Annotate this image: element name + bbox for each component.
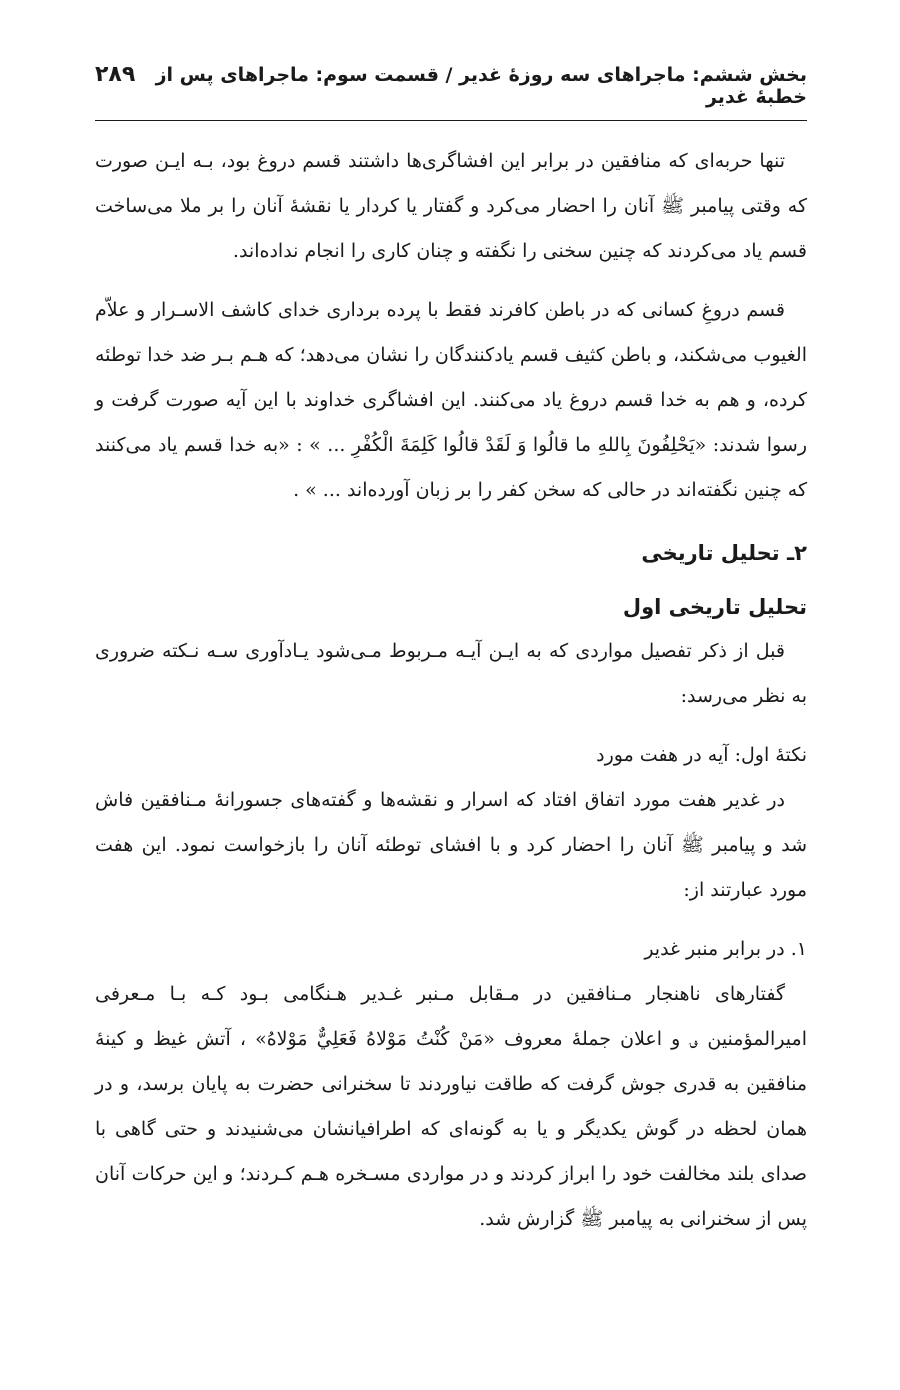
page-body [95,139,807,1242]
paragraph-divine-exposure: قسم دروغِ کسانی که در باطن کافرند فقط با پرده برداری خدای کاشف الاسـرار و علاّم الغیوب می‌شکند، و باطن کثیف قسم یادکنندگان را نشان می‌دهد؛ که هـم بـر ضد خدا توطئه کرده، و هم به خدا قسم دروغ یاد می‌کنند. این افشاگری خداوند با این آیه صورت گرفت و رسوا شدند: «يَحْلِفُونَ بِاللهِ ما قالُوا وَ لَقَدْ قالُوا كَلِمَةَ الْكُفْرِ ... » : «به خدا قسم یاد می‌کنند که چنین نگفته‌اند در حالی که سخن کفر را بر زبان آورده‌اند ... » . [95,299,807,501]
paragraph-seven-cases: در غدیر هفت مورد اتفاق افتاد که اسرار و نقشه‌ها و گفته‌های جسورانهٔ مـنافقین فاش شد و پیامبر ﷺ آنان را احضار کرد و با افشای توطئه آنان را بازخواست نمود. این هفت مورد عبارتند از: [95,789,807,901]
paragraph-intro-three-points: قبل از ذکر تفصیل مواردی که به ایـن آیـه مـربوط مـی‌شود یـادآوری سـه نـکته ضروری به نظر می‌رسد: [95,640,807,707]
running-title: بخش ششم: ماجراهای سه روزهٔ غدیر / قسمت سوم: ماجراهای پس از خطبهٔ غدیر [155,64,807,108]
paragraph-case-one: گفتارهای ناهنجار مـنافقین در مـقابل مـنبر غـدیر هـنگامی بـود کـه بـا مـعرفی امیرالمؤمنین ؈ و اعلان جملهٔ معروف «مَنْ كُنْتُ مَوْلاهُ فَعَلِيٌّ مَوْلاهُ» ، آتش غیظ و کینهٔ منافقین به قدری جوش گرفت که طاقت نیاوردند تا سخنرانی حضرت به پایان برسد، و در همان لحظه در گوش یکدیگر و یا به گونه‌ای که اطرافیانشان می‌شنیدند و حتی گاهی با صدای بلند مخالفت خود را ابراز کردند و در مواردی مسـخره هـم کـردند؛ و این حرکات آنان پس از سخنرانی به پیامبر ﷺ گزارش شد. [95,983,807,1230]
book-page [95,62,807,1242]
section-heading: ۲ـ تحلیل تاریخی [641,541,807,565]
case-one-title: ۱. در برابر منبر غدیر [644,938,807,960]
page-number: ۲۸۹ [95,62,136,87]
running-header [95,62,807,121]
point-one-title: نکتهٔ اول: آیه در هفت مورد [596,744,807,766]
paragraph-false-oaths: تنها حربه‌ای که منافقین در برابر این افشاگری‌ها داشتند قسم دروغ بود، بـه ایـن صورت که وقتی پیامبر ﷺ آنان را احضار می‌کرد و گفتار یا کردار یا نقشهٔ آنان را بر ملا می‌ساخت قسم یاد می‌کردند که چنین سخنی را نگفته و چنان کاری را انجام نداده‌اند. [95,150,807,262]
sub-heading: تحلیل تاریخی اول [622,595,807,619]
